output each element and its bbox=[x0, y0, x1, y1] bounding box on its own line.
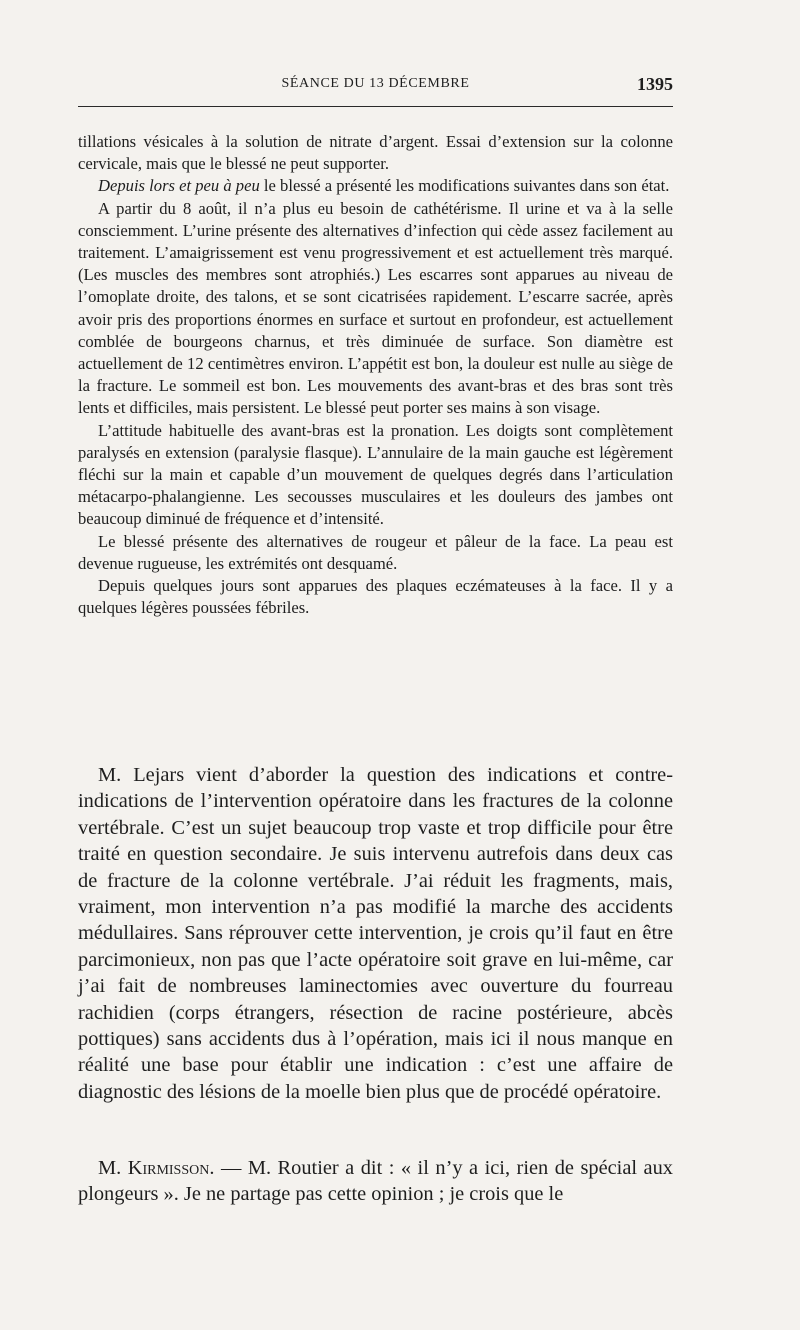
paragraph-evolution bbox=[78, 175, 673, 197]
paragraph-eczema: Depuis quelques jours sont apparues des plaques eczémateuses à la face. Il y a quelques légères poussées fébriles. bbox=[78, 576, 673, 618]
paragraph-text: . — M. Routier a dit : « il n’y a ici, rien de spécial aux plongeurs ». Je ne partage pas cette opinion ; je crois que le bbox=[78, 1157, 673, 1206]
paragraph-text: le blessé a présenté les modifications suivantes dans son état. bbox=[259, 176, 670, 196]
paragraph-continuation: tillations vésicales à la solution de nitrate d’argent. Essai d’extension sur la colonne cervicale, mais que le blessé ne peut supporter. bbox=[78, 132, 673, 174]
paragraph-since-august: A partir du 8 août, il n’a plus eu besoin de cathétérisme. Il urine et va à la selle consciemment. L’urine présente des alternatives d’infection qui cède assez facilement au traitement. L’amaigrissement est venu progressivement et est actuellement très marqué. (Les muscles des membres sont atrophiés.) Les escarres sont apparues au niveau de l’omoplate droite, des talons, et se sont cicatrisées rapidement. L’escarre sacrée, après avoir pris des proportions énormes en surface et surtout en profondeur, est actuellement comblée de bourgeons charnus, et très diminuée de surface. Son diamètre est actuellement de 12 centimètres environ. L’appétit est bon, la douleur est nulle au siège de la fracture. Le sommeil est bon. Les mouvements des avant-bras et des bras sont très lents et difficiles, mais persistent. Le blessé peut porter ses mains à son visage. bbox=[78, 198, 673, 418]
page-header bbox=[78, 72, 673, 94]
paragraph-face: Le blessé présente des alternatives de rougeur et pâleur de la face. La peau est devenue rugueuse, les extrémités ont desquamé. bbox=[78, 531, 673, 573]
case-report-block bbox=[78, 131, 673, 619]
page-number: 1395 bbox=[637, 74, 673, 94]
paragraph-lejars: M. Lejars vient d’aborder la question des indications et contre-indications de l’intervention opératoire dans les fractures de la colonne vertébrale. C’est un sujet beaucoup trop vaste et trop difficile pour être traité en question secondaire. Je suis intervenu autrefois dans deux cas de fracture de la colonne vertébrale. J’ai réduit les fragments, mais, vraiment, mon intervention n’a pas modifié la marche des accidents médullaires. Sans réprouver cette intervention, je crois qu’il faut en être parcimonieux, non pas que l’acte opératoire soit grave en lui-même, car j’ai fait de nombreuses laminectomies avec ouverture du fourreau rachidien (corps étrangers, résection de racine postérieure, abcès pottiques) sans accidents dus à l’opération, mais ici il nous manque en réalité une base pour établir une indication : c’est une affaire de diagnostic des lésions de la moelle bien plus que de procédé opératoire. bbox=[78, 764, 673, 1103]
paragraph-attitude: L’attitude habituelle des avant-bras est la pronation. Les doigts sont complètement paralysés en extension (paralysie flasque). L’annulaire de la main gauche est légèrement fléchi sur la main et capable d’un mouvement de quelques degrés dans l’articulation métacarpo-phalangienne. Les secousses musculaires et les douleurs des jambes ont beaucoup diminué de fréquence et d’intensité. bbox=[78, 420, 673, 529]
speaker-name: Kirmisson bbox=[127, 1157, 210, 1179]
speaker-prefix: M. bbox=[98, 1157, 128, 1179]
running-title: SÉANCE DU 13 DÉCEMBRE bbox=[281, 76, 470, 91]
kirmisson-discussion-block bbox=[78, 1155, 673, 1208]
paragraph-kirmisson bbox=[78, 1155, 673, 1208]
italic-phrase: Depuis lors et peu à peu bbox=[98, 176, 260, 196]
header-rule bbox=[78, 106, 673, 107]
lejars-discussion-block bbox=[78, 762, 673, 1105]
